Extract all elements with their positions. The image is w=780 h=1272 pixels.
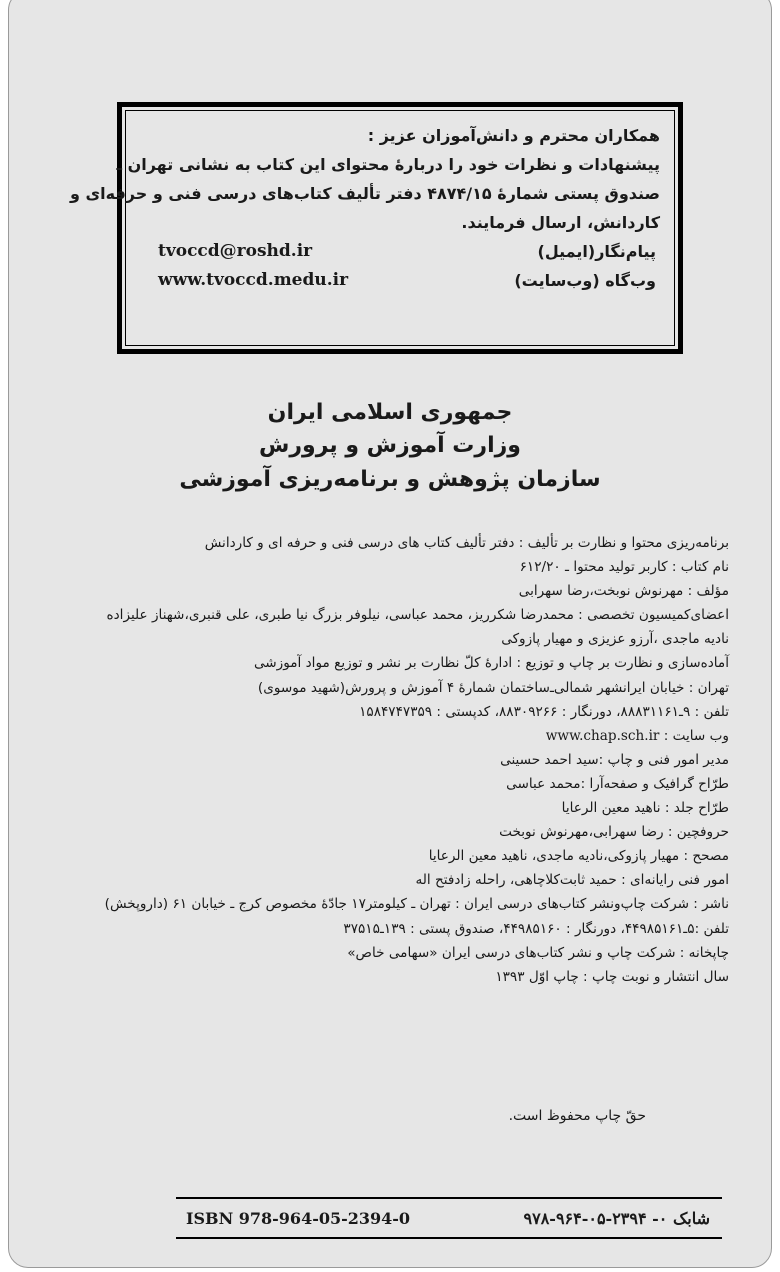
credit-authors: مؤلف : مهرنوش نوبخت،رضا سهرابی [518,583,729,600]
website-row [140,266,660,295]
credit-publisher-phone: تلفن :۵‌ـ‌۴۴۹۸۵۱۶۱، دورنگار : ۴۴۹۸۵۱۶۰، صندوق پستی : ۱۳۹‌ـ‌۳۷۵۱۵ [343,920,729,937]
isbn-persian: شابک ۰- ۲۳۹۴-۰۵-۹۶۴-۹۷۸ [523,1208,710,1228]
website-link[interactable]: www.tvoccd.medu.ir [158,270,349,290]
credit-book-name: نام کتاب : کاربر تولید محتوا ـ ۶۱۲/۲۰ [519,559,729,576]
notice-line: پیشنهادات و نظرات خود را دربارهٔ محتوای این کتاب به نشانی تهران ـ [116,155,660,174]
feedback-notice-box [69,102,683,354]
credit-committee: اعضای‌کمیسیون تخصصی : محمدرضا شکرریز، محمد عباسی، نیلوفر بزرگ نیا طبری، علی قنبری،شهناز علیزاده [106,607,729,624]
email-link[interactable]: tvoccd@roshd.ir [158,241,313,261]
credit-website-link[interactable]: www.chap.sch.ir [545,727,660,744]
isbn-latin: ISBN 978-964-05-2394-0 [186,1208,411,1228]
credits-block [74,531,729,989]
credit-printing-house: چاپخانه : شرکت چاپ و نشر کتاب‌های درسی ایران «سهامی خاص» [347,944,729,961]
notice-greeting: همکاران محترم و دانش‌آموزان عزیز : [367,126,660,145]
credit-typesetters: حروفچین : رضا سهرابی،مهرنوش نوبخت [499,824,729,841]
heading-organization: سازمان پژوهش و برنامه‌ریزی آموزشی [179,467,601,492]
credit-edition: سال انتشار و نوبت چاپ : چاپ اوّل ۱۳۹۳ [495,968,729,985]
credit-website-label: وب سایت : [659,727,729,744]
isbn-bar [176,1197,722,1239]
credit-preparation: آماده‌سازی و نظارت بر چاپ و توزیع : ادارهٔ کلّ نظارت بر نشر و توزیع مواد آموزشی [253,655,729,672]
credit-website-row [74,724,729,748]
credit-art-manager: مدیر امور فنی و چاپ :سید احمد حسینی [500,751,729,768]
feedback-notice-inner [69,110,675,346]
heading-republic: جمهوری اسلامی ایران [267,400,513,425]
email-label: پیام‌نگار(ایمیل) [537,242,656,261]
notice-line: کاردانش، ارسال فرمایند. [461,213,660,232]
credit-graphic-designer: طرّاح گرافیک و صفحه‌آرا :محمد عباسی [506,775,729,792]
credit-publisher: ناشر : شرکت چاپ‌ونشر کتاب‌های درسی ایران : تهران ـ کیلومتر۱۷ جادّهٔ مخصوص کرج ـ خیابان ۶۱ (داروپخش) [104,896,729,913]
credit-cover-designer: طرّاح جلد : ناهید معین الرعایا [561,800,729,817]
credit-phone: تلفن : ۹‌ـ‌۸۸۸۳۱۱۶۱، دورنگار : ۸۸۳۰۹۲۶۶، کدپستی : ۱۵۸۴۷۴۷۳۵۹ [359,703,729,720]
credit-supervision: برنامه‌ریزی محتوا و نظارت بر تألیف : دفتر تألیف کتاب های درسی فنی و حرفه ای و کاردانش [204,535,729,551]
credit-address: تهران : خیابان ایرانشهر شمالی‌ـ‌ساختمان شمارهٔ ۴ آموزش و پرورش(شهید موسوی) [257,679,729,696]
website-label: وب‌گاه (وب‌سایت) [514,271,656,290]
heading-ministry: وزارت آموزش و پرورش [259,433,521,458]
copyright-notice: حقّ چاپ محفوظ است. [508,1108,646,1124]
credit-committee-cont: نادیه ماجدی ،آرزو عزیزی و مهیار پازوکی [501,631,729,648]
notice-line: صندوق پستی شمارهٔ ۴۸۷۴/۱۵ دفتر تألیف کتاب‌های درسی فنی و حرفه‌ای و [69,184,660,203]
credit-computer-affairs: امور فنی رایانه‌ای : حمید ثابت‌کلاچاهی، راحله زادفتح اله [415,872,729,889]
email-row [140,237,660,266]
credit-proofreaders: مصحح : مهیار پازوکی،نادیه ماجدی، ناهید معین الرعایا [428,848,729,865]
